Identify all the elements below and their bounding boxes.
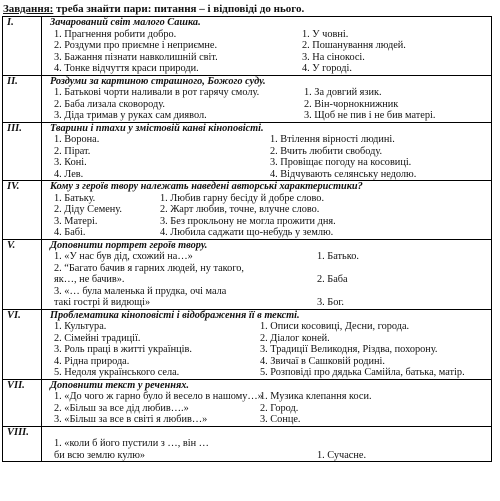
answer-text: 3. Щоб не пив і не бив матері. [304, 110, 436, 121]
question-text: 1. Культура. [54, 321, 107, 332]
question-text: 1. «До чого ж гарно було й весело в нашому…» [54, 391, 263, 402]
section-body [42, 309, 492, 379]
section-number: VIII. [3, 426, 42, 462]
list-item [42, 333, 491, 345]
task-label: Завдання: [3, 3, 54, 15]
question-text: 4. Рідна природа. [54, 355, 130, 367]
list-item [42, 52, 491, 64]
list-item [42, 403, 491, 415]
question-text: 1. Ворона. [54, 134, 100, 145]
question-text: 3. «Більш за все в світі я любив…» [54, 414, 208, 425]
section-title: Кому з героїв твору належать наведені авторські характеристики? [50, 181, 363, 192]
question-text: 1. «коли б його пустили з …, він … [54, 438, 209, 449]
list-item [42, 193, 491, 205]
section-number: IV. [3, 181, 42, 240]
list-item [42, 251, 491, 263]
answer-text: 2. Він-чорнокнижник [304, 98, 399, 110]
list-item [42, 344, 491, 356]
question-text: 3. «… була маленька й прудка, очі мала [54, 285, 227, 297]
answer-text: 2. Пошанування людей. [302, 40, 406, 51]
question-text: 3. Матері. [54, 215, 98, 227]
section-row [3, 17, 492, 76]
section-row [3, 426, 492, 462]
sections-table [2, 16, 492, 462]
question-text: 3. Бажання пізнати навколишній світ. [54, 51, 218, 63]
section-body [42, 239, 492, 309]
answer-text: 5. Розповіді про дядька Самійла, батька, матір. [260, 367, 465, 378]
list-item [42, 29, 491, 41]
question-text: би всю землю кулю» [54, 449, 146, 461]
section-number: VI. [3, 309, 42, 379]
question-text: 2. Пірат. [54, 145, 91, 157]
list-item [42, 263, 491, 275]
list-item [42, 438, 491, 450]
question-text: 4. Лев. [54, 168, 84, 180]
section-body [42, 379, 492, 426]
section-row [3, 239, 492, 309]
list-item [42, 391, 491, 403]
answer-text: 1. У човні. [302, 28, 349, 40]
section-title: Проблематика кіноповісті і відображення її в тексті. [50, 309, 300, 321]
section-number: I. [3, 17, 42, 76]
list-item [42, 169, 491, 181]
list-item [42, 227, 491, 239]
question-text: 2. Діду Семену. [54, 204, 122, 215]
question-text: 5. Недоля українського села. [54, 367, 180, 378]
section-body [42, 17, 492, 76]
answer-text: 1. Музика клепання коси. [260, 391, 372, 402]
list-item [42, 99, 491, 111]
question-text: 2. “Багато бачив я гарних людей, ну такого, [54, 262, 245, 274]
question-text: 2. Баба лизала сковороду. [54, 98, 165, 110]
section-title: Доповнити текст у реченнях. [50, 379, 189, 391]
question-text: 1. Прагнення робити добро. [54, 28, 177, 40]
list-item [42, 297, 491, 309]
answer-text: 4. Звичаї в Сашковій родині. [260, 355, 385, 367]
task-heading [3, 3, 304, 15]
section-title: Доповнити портрет героїв твору. [50, 239, 208, 251]
answer-text: 2. Баба [317, 274, 348, 285]
question-text: 2. Роздуми про приємне і неприємне. [54, 40, 218, 51]
list-item [42, 134, 491, 146]
list-item [42, 274, 491, 286]
question-text: 1. Батьку. [54, 192, 96, 204]
list-item [42, 356, 491, 368]
answer-text: 2. Город. [260, 402, 299, 414]
answer-text: 3. Сонце. [260, 414, 301, 425]
answer-text: 3. На сінокосі. [302, 51, 365, 63]
question-text: такі гострі й видющі» [54, 297, 151, 308]
list-item [42, 286, 491, 298]
section-body [42, 75, 492, 122]
section-row [3, 309, 492, 379]
list-item [42, 321, 491, 333]
answer-text: 4. У городі. [302, 63, 352, 74]
section-number: V. [3, 239, 42, 309]
answer-text: 1. За довгий язик. [304, 87, 382, 98]
list-item [42, 367, 491, 379]
question-text: 2. «Більш за все дід любив….» [54, 402, 189, 414]
section-title: Роздуми за картиною страшного, Божого суду. [50, 75, 266, 87]
list-item [42, 87, 491, 99]
list-item [42, 216, 491, 228]
answer-text: 1. Батько. [317, 251, 359, 262]
list-item [42, 40, 491, 52]
section-body [42, 122, 492, 181]
list-item [42, 157, 491, 169]
answer-text: 4. Відчувають селянську недолю. [270, 168, 417, 180]
question-text: 1. «У нас був дід, схожий на…» [54, 251, 193, 262]
question-text: 2. Сімейні традиції. [54, 332, 141, 344]
question-text: 3. Роль праці в житті українців. [54, 344, 192, 355]
answer-text: 3. Бог. [317, 297, 344, 308]
answer-text: 1. Описи косовиці, Десни, города. [260, 321, 410, 332]
section-title: Зачарований світ малого Сашка. [50, 17, 201, 28]
answer-text: 1. Сучасне. [317, 449, 367, 461]
section-number: III. [3, 122, 42, 181]
answer-text: 2. Жарт любив, точне, влучне слово. [160, 204, 320, 215]
list-item [42, 63, 491, 75]
list-item [42, 146, 491, 158]
answer-text: 2. Вчить любити свободу. [270, 145, 383, 157]
answer-text: 1. Втілення вірності людині. [270, 134, 395, 145]
list-item [42, 414, 491, 426]
section-row [3, 379, 492, 426]
question-text: 3. Діда тримав у руках сам диявол. [54, 110, 207, 121]
section-title: Тварини і птахи у змістовій канві кіноповісті. [50, 122, 264, 134]
section-number: VII. [3, 379, 42, 426]
task-text: треба знайти пари: питання – і відповіді до нього. [53, 3, 305, 15]
answer-text: 3. Без прокльону не могла прожити дня. [160, 215, 336, 227]
list-item [42, 450, 491, 462]
answer-text: 2. Діалог коней. [260, 332, 330, 344]
answer-text: 1. Любив гарну бесіду й добре слово. [160, 192, 325, 204]
section-row [3, 75, 492, 122]
answer-text: 3. Провіщає погоду на косовиці. [270, 157, 412, 168]
question-text: 4. Тонке відчуття краси природи. [54, 63, 199, 74]
list-item [42, 204, 491, 216]
section-row [3, 181, 492, 240]
question-text: як…, не бачив». [54, 274, 125, 285]
question-text: 3. Коні. [54, 157, 87, 168]
section-number: II. [3, 75, 42, 122]
list-item [42, 110, 491, 122]
question-text: 1. Батькові чорти наливали в рот гарячу смолу. [54, 87, 260, 98]
answer-text: 4. Любила саджати що-небудь у землю. [160, 227, 334, 238]
list-item [42, 427, 491, 439]
section-body [42, 181, 492, 240]
question-text: 4. Бабі. [54, 227, 86, 238]
answer-text: 3. Традиції Великодня, Різдва, похорону. [260, 344, 438, 355]
section-row [3, 122, 492, 181]
section-body [42, 426, 492, 462]
